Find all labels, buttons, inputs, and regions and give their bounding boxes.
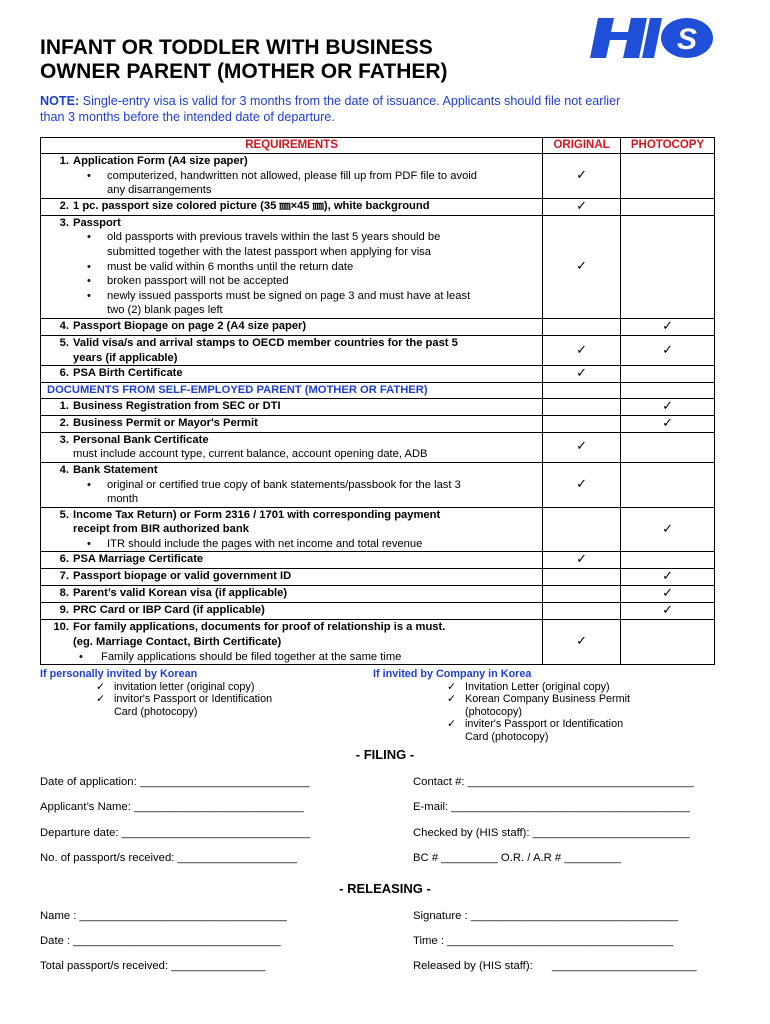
check-icon: ✓ [662, 318, 673, 334]
requirements-table [40, 137, 715, 665]
original-cell [543, 552, 621, 569]
bullet-icon: • [87, 231, 91, 244]
requirement-row [41, 366, 715, 383]
requirement-line [47, 216, 538, 231]
requirement-line [47, 492, 538, 507]
applicant-name-field[interactable]: Applicant’s Name: ___________________________ [40, 801, 304, 813]
check-icon: ✓ [576, 366, 588, 382]
item-number: 8. [59, 587, 69, 600]
requirement-title: (eg. Marriage Contact, Birth Certificate) [73, 636, 282, 649]
filing-title: - FILING - [355, 747, 415, 762]
check-icon: ✓ [576, 167, 588, 183]
requirement-detail: submitted together with the latest passport when applying for visa [107, 245, 431, 258]
requirement-line [47, 478, 538, 493]
note-line-1: Single-entry visa is valid for 3 months from the date of issuance. Applicants should file not earlier [79, 94, 621, 108]
requirement-cell [41, 215, 543, 318]
invite-company-block [373, 668, 630, 744]
original-cell [543, 335, 621, 365]
requirement-row [41, 569, 715, 586]
requirement-line [47, 289, 538, 304]
invite-company-item: (photocopy) [465, 705, 523, 718]
photocopy-cell [621, 620, 715, 665]
requirement-cell [41, 462, 543, 507]
requirement-detail: any disarrangements [107, 184, 212, 197]
requirement-cell [41, 198, 543, 215]
photocopy-cell [621, 398, 715, 415]
requirement-row [41, 198, 715, 215]
requirement-line [47, 603, 538, 618]
requirement-line [47, 433, 538, 448]
check-icon: ✓ [96, 692, 106, 706]
requirement-line [47, 552, 538, 567]
requirement-cell [41, 603, 543, 620]
requirement-line [47, 366, 538, 381]
requirement-row [41, 215, 715, 318]
title-line-2: OWNER PARENT (MOTHER OR FATHER) [40, 60, 448, 83]
svg-text:S: S [676, 23, 698, 56]
requirements-body [41, 154, 715, 665]
requirement-line [47, 508, 538, 523]
invite-company-item: Invitation Letter (original copy) [465, 680, 610, 693]
bullet-icon: • [87, 478, 91, 491]
title-line-1: INFANT OR TODDLER WITH BUSINESS [40, 36, 433, 59]
requirement-row [41, 620, 715, 665]
photocopy-cell [621, 198, 715, 215]
requirements-header: REQUIREMENTS [41, 138, 543, 154]
original-cell [543, 620, 621, 665]
requirement-line [47, 260, 538, 275]
item-number: 9. [59, 604, 69, 617]
passports-received-field[interactable]: No. of passport/s received: ___________________ [40, 852, 297, 864]
original-cell [543, 432, 621, 462]
page-title [40, 36, 560, 84]
requirement-row [41, 586, 715, 603]
requirement-title: receipt from BIR authorized bank [73, 523, 249, 536]
original-cell [543, 383, 621, 399]
photocopy-cell [621, 432, 715, 462]
requirement-line [47, 522, 538, 537]
date-of-application-field[interactable]: Date of application: ___________________________ [40, 776, 310, 788]
section-heading: DOCUMENTS FROM SELF-EMPLOYED PARENT (MOTHER OR FATHER) [47, 384, 428, 397]
photocopy-cell [621, 415, 715, 432]
requirement-line [47, 650, 538, 665]
invite-korean-heading: If personally invited by Korean [40, 668, 198, 680]
requirement-detail: ITR should include the pages with net income and total revenue [107, 537, 423, 550]
original-cell [543, 586, 621, 603]
check-icon: ✓ [576, 439, 588, 455]
requirement-line [47, 274, 538, 289]
requirement-line [47, 245, 538, 260]
requirement-cell [41, 586, 543, 603]
bc-or-field[interactable]: BC # _________ O.R. / A.R # _________ [413, 852, 621, 864]
original-cell [543, 215, 621, 318]
requirement-title: Passport Biopage on page 2 (A4 size paper) [73, 319, 307, 332]
item-number: 1. [59, 155, 69, 167]
bullet-icon: • [87, 260, 91, 273]
original-cell [543, 366, 621, 383]
requirement-row [41, 415, 715, 432]
requirement-row [41, 432, 715, 462]
photocopy-cell [621, 154, 715, 199]
photocopy-cell [621, 462, 715, 507]
item-number: 2. [59, 199, 69, 212]
release-time-field[interactable]: Time : ____________________________________ [413, 935, 674, 947]
contact-field[interactable]: Contact #: ____________________________________ [413, 776, 694, 788]
original-cell [543, 507, 621, 552]
requirement-line [47, 336, 538, 351]
requirement-title: PSA Marriage Certificate [73, 553, 204, 566]
bullet-icon: • [87, 537, 91, 550]
requirement-cell [41, 366, 543, 383]
bullet-icon: • [87, 289, 91, 302]
requirement-line [47, 319, 538, 334]
bullet-icon: • [87, 169, 91, 182]
photocopy-cell [621, 586, 715, 603]
requirement-title: Bank Statement [73, 463, 158, 476]
requirement-detail: computerized, handwritten not allowed, please fill up from PDF file to avoid [107, 169, 477, 182]
total-received-field[interactable]: Total passport/s received: _______________ [40, 960, 266, 972]
check-icon: ✓ [576, 258, 588, 274]
photocopy-cell [621, 383, 715, 399]
item-number: 2. [59, 416, 69, 429]
requirement-line [47, 169, 538, 184]
item-number: 3. [59, 216, 69, 229]
requirement-cell [41, 552, 543, 569]
invite-korean-item: invitor's Passport or Identification [114, 693, 273, 706]
check-icon: ✓ [576, 198, 588, 214]
item-number: 5. [59, 336, 69, 349]
check-icon: ✓ [662, 415, 673, 431]
check-icon: ✓ [576, 634, 588, 650]
invite-company-item: inviter's Passport or Identification [465, 718, 624, 731]
requirement-line [47, 537, 538, 552]
requirement-row [41, 154, 715, 199]
photocopy-cell [621, 215, 715, 318]
invite-company-item: Korean Company Business Permit [465, 693, 631, 706]
check-icon: ✓ [662, 521, 673, 537]
requirement-cell [41, 398, 543, 415]
check-icon: ✓ [447, 717, 457, 731]
invite-korean-item: invitation letter (original copy) [114, 680, 255, 693]
requirement-title: Business Permit or Mayor's Permit [73, 416, 258, 429]
bullet-icon: • [79, 650, 83, 663]
requirement-detail: two (2) blank pages left [107, 304, 223, 317]
requirement-detail: original or certified true copy of bank statements/passbook for the last 3 [107, 478, 461, 491]
requirement-line [47, 230, 538, 245]
check-icon: ✓ [96, 679, 106, 693]
requirement-cell [41, 432, 543, 462]
original-cell [543, 318, 621, 335]
requirement-cell [41, 569, 543, 586]
requirement-detail: newly issued passports must be signed on page 3 and must have at least [107, 289, 471, 302]
check-icon: ✓ [447, 679, 457, 693]
requirement-cell [41, 415, 543, 432]
requirement-title: PRC Card or IBP Card (if applicable) [73, 604, 265, 617]
photocopy-cell [621, 569, 715, 586]
releasing-title: - RELEASING - [339, 881, 431, 896]
item-number: 7. [59, 570, 69, 583]
requirement-line [47, 399, 538, 414]
requirement-detail: must be valid within 6 months until the return date [107, 260, 354, 273]
released-by-label: Released by (HIS staff): [413, 960, 533, 972]
check-icon: ✓ [662, 569, 673, 585]
requirement-title: Application Form (A4 size paper) [73, 155, 248, 167]
item-number: 10. [53, 621, 69, 634]
requirement-title: For family applications, documents for proof of relationship is a must. [73, 621, 446, 634]
requirement-line [47, 635, 538, 650]
original-cell [543, 398, 621, 415]
requirement-line [47, 569, 538, 584]
requirement-title: Income Tax Return) or Form 2316 / 1701 with corresponding payment [73, 508, 441, 521]
requirement-detail: Family applications should be filed together at the same time [101, 650, 402, 663]
item-number: 4. [59, 463, 69, 476]
requirement-line [47, 416, 538, 431]
photocopy-header: PHOTOCOPY [621, 138, 715, 154]
release-name-field[interactable]: Name : _________________________________ [40, 910, 287, 922]
his-logo [584, 16, 714, 60]
requirement-title: Business Registration from SEC or DTI [73, 399, 281, 412]
photocopy-cell [621, 366, 715, 383]
requirement-title: PSA Birth Certificate [73, 367, 183, 380]
check-icon: ✓ [447, 692, 457, 706]
photocopy-cell [621, 603, 715, 620]
released-by-field[interactable]: _______________________ [552, 960, 697, 972]
check-icon: ✓ [576, 552, 588, 568]
requirement-title: Passport biopage or valid government ID [73, 570, 292, 583]
departure-date-field[interactable]: Departure date: ______________________________ [40, 827, 311, 839]
original-cell [543, 415, 621, 432]
photocopy-cell [621, 318, 715, 335]
check-icon: ✓ [662, 586, 673, 602]
requirement-line [47, 447, 538, 462]
requirement-row [41, 603, 715, 620]
requirement-row [41, 318, 715, 335]
original-cell [543, 198, 621, 215]
requirement-detail: old passports with previous travels within the last 5 years should be [107, 231, 441, 244]
item-number: 6. [59, 367, 69, 380]
original-cell [543, 569, 621, 586]
original-header: ORIGINAL [543, 138, 621, 154]
requirement-cell [41, 507, 543, 552]
requirement-detail: broken passport will not be accepted [107, 275, 289, 288]
section-row [41, 383, 715, 399]
item-number: 1. [59, 399, 69, 412]
check-icon: ✓ [662, 342, 673, 358]
signature-field[interactable]: Signature : _________________________________ [413, 910, 679, 922]
checked-by-field[interactable]: Checked by (HIS staff): _________________________ [413, 827, 690, 839]
requirement-row [41, 462, 715, 507]
requirement-line [47, 183, 538, 198]
item-number: 6. [59, 553, 69, 566]
photocopy-cell [621, 552, 715, 569]
item-number: 3. [59, 433, 69, 446]
requirement-line [47, 463, 538, 478]
item-number: 4. [59, 319, 69, 332]
requirement-detail: month [107, 493, 139, 506]
requirement-cell [41, 335, 543, 365]
bullet-icon: • [87, 275, 91, 288]
item-number: 5. [59, 508, 69, 521]
invite-company-item: Card (photocopy) [465, 730, 549, 743]
requirement-title: 1 pc. passport size colored picture (35 ㎜×45 ㎜), white background [73, 199, 430, 212]
requirement-title: Personal Bank Certificate [73, 433, 209, 446]
requirement-row [41, 507, 715, 552]
original-cell [543, 154, 621, 199]
requirement-title: Valid visa/s and arrival stamps to OECD member countries for the past 5 [73, 336, 458, 349]
requirement-row [41, 335, 715, 365]
check-icon: ✓ [576, 342, 588, 358]
invite-company-heading: If invited by Company in Korea [373, 668, 532, 680]
invite-korean-block [40, 668, 272, 718]
requirement-cell [41, 620, 543, 665]
requirement-cell [41, 318, 543, 335]
requirement-row [41, 552, 715, 569]
requirement-title: Parent’s valid Korean visa (if applicable) [73, 587, 288, 600]
requirement-line [47, 586, 538, 601]
requirement-row [41, 398, 715, 415]
requirement-cell [41, 154, 543, 199]
requirement-title: Passport [73, 216, 121, 229]
note-paragraph [40, 94, 720, 125]
photocopy-cell [621, 507, 715, 552]
check-icon: ✓ [662, 398, 673, 414]
invite-korean-item: Card (photocopy) [114, 705, 198, 718]
requirement-line [47, 199, 538, 214]
requirement-line [47, 351, 538, 366]
note-line-2: than 3 months before the intended date of departure. [40, 109, 335, 124]
requirement-detail: must include account type, current balance, account opening date, ADB [73, 448, 428, 461]
requirement-line [47, 154, 538, 169]
check-icon: ✓ [576, 476, 588, 492]
requirement-line [47, 303, 538, 318]
check-icon: ✓ [662, 603, 673, 619]
requirement-line [47, 620, 538, 635]
email-field[interactable]: E-mail: ______________________________________ [413, 801, 691, 813]
original-cell [543, 462, 621, 507]
note-label: NOTE: [40, 94, 80, 108]
original-cell [543, 603, 621, 620]
requirement-title: years (if applicable) [73, 351, 178, 364]
release-date-field[interactable]: Date : _________________________________ [40, 935, 281, 947]
photocopy-cell [621, 335, 715, 365]
